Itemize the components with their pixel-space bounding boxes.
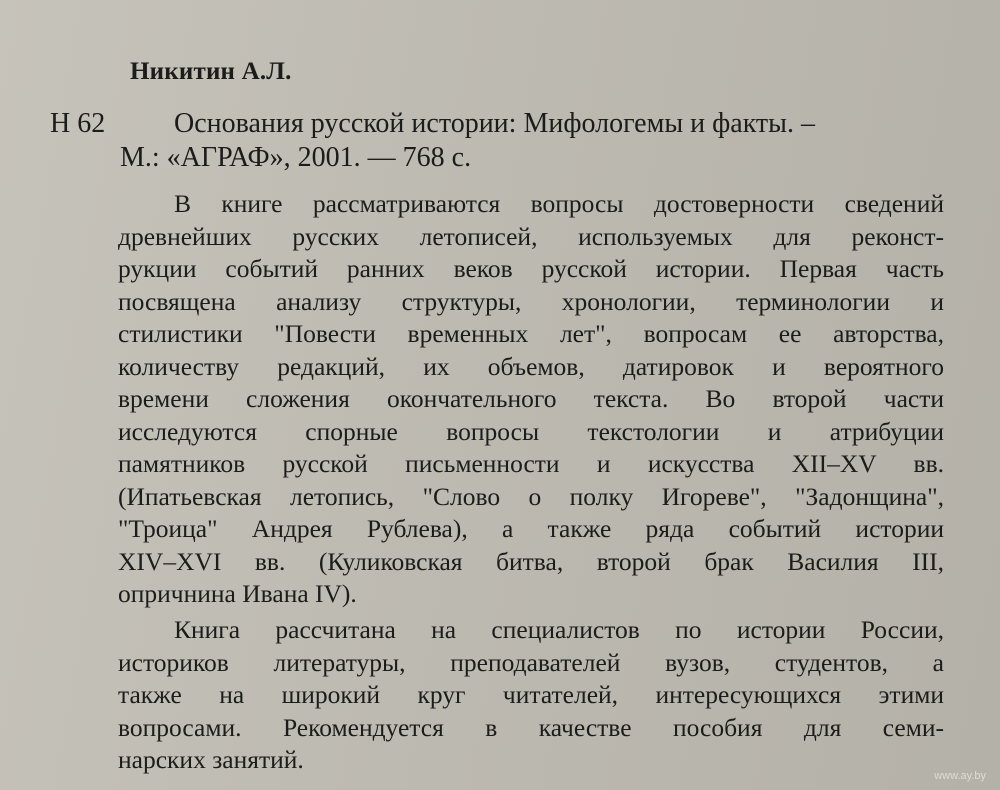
annotation-line: (Ипатьевская летопись, "Слово о полку Игореве", "Задонщина", <box>118 482 944 511</box>
book-title-line-1: Основания русской истории: Мифологемы и факты. – <box>174 108 815 139</box>
annotation-line: XIV–XVI вв. (Куликовская битва, второй брак Василия III, <box>118 547 944 576</box>
book-title-line-2: М.: «АГРАФ», 2001. — 768 с. <box>120 142 472 173</box>
annotation-line: рукции событий ранних веков русской истории. Первая часть <box>118 254 944 283</box>
annotation-line: В книге рассматриваются вопросы достоверности сведений <box>174 189 944 218</box>
annotation-line: вопросами. Рекомендуется в качестве пособия для семи- <box>118 713 944 742</box>
annotation-line: нарских занятий. <box>118 745 304 774</box>
annotation-line: памятников русской письменности и искусства XII–XV вв. <box>118 449 944 478</box>
catalog-code: Н 62 <box>50 108 106 139</box>
annotation-line: "Троица" Андрея Рублева), а также ряда событий истории <box>118 514 944 543</box>
annotation-line: количеству редакций, их объемов, датировок и вероятного <box>118 352 944 381</box>
annotation-line: опричнина Ивана IV). <box>118 579 357 608</box>
annotation-line: времени сложения окончательного текста. Во второй части <box>118 384 944 413</box>
annotation-line: стилистики "Повести временных лет", вопросам ее авторства, <box>118 319 944 348</box>
annotation-line: историков литературы, преподавателей вузов, студентов, а <box>118 648 944 677</box>
author-name: Никитин А.Л. <box>130 58 292 85</box>
annotation-line: также на широкий круг читателей, интересующихся этими <box>118 680 944 709</box>
annotation-line: посвящена анализу структуры, хронологии, терминологии и <box>118 287 944 316</box>
annotation-line: Книга рассчитана на специалистов по истории России, <box>174 615 944 644</box>
annotation-line: исследуются спорные вопросы текстологии и атрибуции <box>118 417 944 446</box>
site-watermark: www.ay.by <box>934 770 986 782</box>
annotation-line: древнейших русских летописей, используемых для реконст- <box>118 222 944 251</box>
